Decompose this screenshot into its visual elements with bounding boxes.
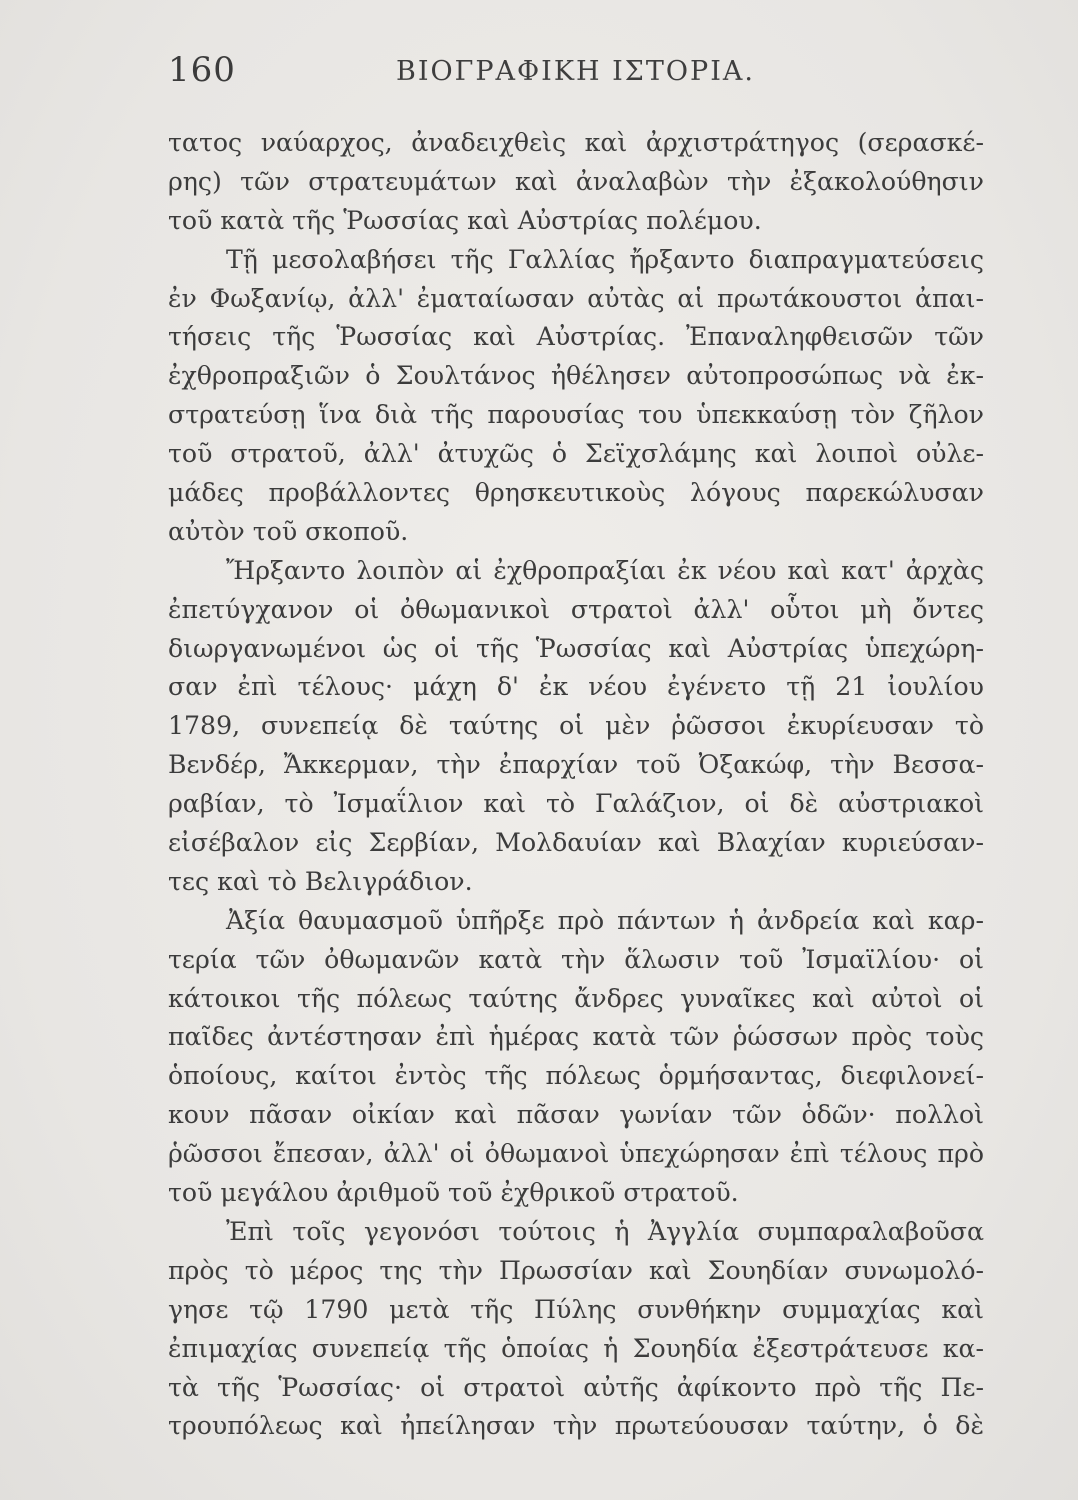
text-line: παῖδες ἀντέστησαν ἐπὶ ἡμέρας κατὰ τῶν ῥώσσων πρὸς τοὺς [168, 1022, 984, 1052]
text-line: τατος ναύαρχος, ἀναδειχθεὶς καὶ ἀρχιστράτηγος (σερασκέ- [168, 128, 984, 157]
text-line: ἐπιμαχίας συνεπείᾳ τῆς ὁποίας ἡ Σουηδία ἐξεστράτευσε κα- [168, 1333, 984, 1363]
page-number: 160 [168, 50, 236, 90]
running-head: ΒΙΟΓΡΑΦΙΚΗ ΙΣΤΟΡΙΑ. [396, 56, 755, 87]
text-line: Τῇ μεσολαβήσει τῆς Γαλλίας ἤρξαντο διαπραγματεύσεις [226, 244, 984, 274]
text-line: σαν ἐπὶ τέλους· μάχη δ' ἐκ νέου ἐγένετο τῇ 21 ἰουλίου [168, 672, 984, 702]
text-line: τοῦ στρατοῦ, ἀλλ' ἀτυχῶς ὁ Σεϊχσλάμης καὶ λοιποὶ οὐλε- [168, 439, 984, 469]
text-line: τοῦ κατὰ τῆς Ῥωσσίας καὶ Αὐστρίας πολέμου. [168, 205, 762, 235]
text-line: τερία τῶν ὀθωμανῶν κατὰ τὴν ἅλωσιν τοῦ Ἰσμαϊλίου· οἱ [168, 944, 984, 974]
text-line: 1789, συνεπείᾳ δὲ ταύτης οἱ μὲν ῥῶσσοι ἐκυρίευσαν τὸ [168, 711, 984, 741]
text-line: διωργανωμένοι ὡς οἱ τῆς Ῥωσσίας καὶ Αὐστρίας ὑπεχώρη- [168, 633, 984, 663]
text-line: ἐχθροπραξιῶν ὁ Σουλτάνος ἠθέλησεν αὐτοπροσώπως νὰ ἐκ- [168, 361, 984, 391]
text-line: Ἀξία θαυμασμοῦ ὑπῆρξε πρὸ πάντων ἡ ἀνδρεία καὶ καρ- [226, 905, 984, 935]
text-line: ἐν Φωξανίῳ, ἀλλ' ἐματαίωσαν αὐτὰς αἱ πρωτάκουστοι ἀπαι- [168, 283, 984, 313]
text-line: Ἐπὶ τοῖς γεγονόσι τούτοις ἡ Ἀγγλία συμπαραλαβοῦσα [226, 1216, 984, 1246]
text-line: τρουπόλεως καὶ ἠπείλησαν τὴν πρωτεύουσαν ταύτην, ὁ δὲ [168, 1411, 984, 1441]
text-line: εἰσέβαλον εἰς Σερβίαν, Μολδαυίαν καὶ Βλαχίαν κυριεύσαν- [168, 828, 984, 858]
text-line: πρὸς τὸ μέρος της τὴν Πρωσσίαν καὶ Σουηδίαν συνωμολό- [168, 1255, 984, 1285]
text-line: τοῦ μεγάλου ἀριθμοῦ τοῦ ἐχθρικοῦ στρατοῦ. [168, 1178, 739, 1208]
text-line: τὰ τῆς Ῥωσσίας· οἱ στρατοὶ αὐτῆς ἀφίκοντο πρὸ τῆς Πε- [168, 1372, 984, 1402]
text-line: αὐτὸν τοῦ σκοποῦ. [168, 516, 409, 546]
text-line: γησε τῷ 1790 μετὰ τῆς Πύλης συνθήκην συμμαχίας καὶ [168, 1294, 984, 1324]
text-line: ὁποίους, καίτοι ἐντὸς τῆς πόλεως ὁρμήσαντας, διεφιλονεί- [168, 1061, 984, 1091]
text-line: ρης) τῶν στρατευμάτων καὶ ἀναλαβὼν τὴν ἐξακολούθησιν [168, 166, 984, 196]
text-line: ἐπετύγχανον οἱ ὀθωμανικοὶ στρατοὶ ἀλλ' οὗτοι μὴ ὄντες [168, 594, 984, 624]
text-line: μάδες προβάλλοντες θρησκευτικοὺς λόγους παρεκώλυσαν [168, 478, 984, 508]
text-line: τες καὶ τὸ Βελιγράδιον. [168, 866, 473, 896]
text-line: κουν πᾶσαν οἰκίαν καὶ πᾶσαν γωνίαν τῶν ὁδῶν· πολλοὶ [168, 1100, 984, 1130]
text-line: ραβίαν, τὸ Ἰσμαΐλιον καὶ τὸ Γαλάζιον, οἱ δὲ αὐστριακοὶ [168, 789, 984, 819]
text-line: ῥῶσσοι ἔπεσαν, ἀλλ' οἱ ὀθωμανοὶ ὑπεχώρησαν ἐπὶ τέλους πρὸ [168, 1139, 984, 1169]
text-line: Ἤρξαντο λοιπὸν αἱ ἐχθροπραξίαι ἐκ νέου καὶ κατ' ἀρχὰς [226, 555, 984, 585]
text-line: τήσεις τῆς Ῥωσσίας καὶ Αὐστρίας. Ἐπαναληφθεισῶν τῶν [168, 322, 984, 352]
text-line: στρατεύσῃ ἵνα διὰ τῆς παρουσίας του ὑπεκκαύσῃ τὸν ζῆλον [168, 400, 984, 430]
page-header [168, 50, 903, 100]
body-text [168, 124, 988, 1446]
text-line: κάτοικοι τῆς πόλεως ταύτης ἄνδρες γυναῖκες καὶ αὐτοὶ οἱ [168, 983, 984, 1013]
text-line: Βενδέρ, Ἄκκερμαν, τὴν ἐπαρχίαν τοῦ Ὀξακώφ, τὴν Βεσσα- [168, 750, 984, 780]
